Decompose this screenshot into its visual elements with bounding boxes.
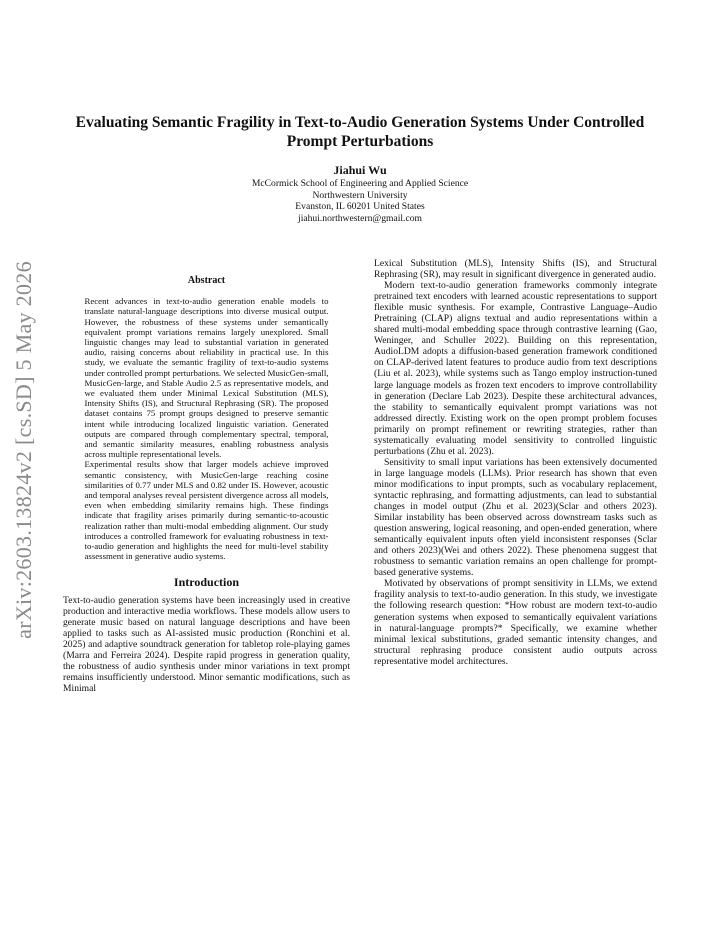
abstract-heading: Abstract — [187, 275, 226, 286]
arxiv-stamp — [2, 255, 46, 645]
abstract — [85, 276, 329, 561]
intro-paragraph: Sensitivity to small input variations has been extensively documented in large language models (LLMs). Prior research has shown that even minor modifications to input prompts, such as vocabulary replacement, syntactic rephrasing, and formatting adjustments, can lead to substantial changes in model output (Zhu et al. 2023)(Sclar and others 2023). Similar instability has been observed across downstream tasks such as question answering, logical reasoning, and open-ended generation, where semantically equivalent inputs often yield inconsistent responses (Sclar and others 2023)(Wei and others 2022). These phenomena suggest that robustness to semantic variation remains an open challenge for prompt-based generative systems. — [374, 456, 657, 579]
affiliation-university: Northwestern University — [312, 189, 408, 201]
paper-title: Evaluating Semantic Fragility in Text-to-Audio Generation Systems Under Controlled Prompt Perturbations — [75, 114, 645, 150]
affiliation-school: McCormick School of Engineering and Applied Science — [251, 178, 469, 189]
author-email: jiahui.northwestern@gmail.com — [298, 212, 422, 224]
abstract-paragraph: Recent advances in text-to-audio generation enable models to translate natural-language descriptions into diverse musical output. However, the robustness of these systems under semantically equivalent prompt variations remains largely unexplored. Small linguistic changes may lead to substantial variation in generated audio, raising concerns about reliability in practical use. In this study, we evaluate the semantic fragility of text-to-audio systems under controlled prompt perturbations. We selected MusicGen-small, MusicGen-large, and Stable Audio 2.5 as representative models, and we evaluated them under Minimal Lexical Substitution (MLS), Intensity Shifts (IS), and Structural Rephrasing (SR). The proposed dataset contains 75 prompt groups designed to preserve semantic intent while introducing localized linguistic variation. Generated outputs are compared through complementary spectral, temporal, and semantic similarity measures, enabling robustness analysis across multiple representational levels. — [84, 296, 329, 460]
intro-paragraph: Text-to-audio generation systems have been increasingly used in creative production and interactive media workflows. These models allow users to generate music based on natural language descriptions and have been applied to tasks such as AI-assisted music production (Ronchini et al. 2025) and adaptive soundtrack generation for tabletop role-playing games (Marra and Ferreira 2024). Despite rapid progress in generation quality, the robustness of audio synthesis under minor variations in text prompt remains insufficiently understood. Minor semantic modifications, such as Minimal — [63, 594, 350, 694]
right-column — [374, 258, 657, 667]
intro-paragraph-continued: Lexical Substitution (MLS), Intensity Shifts (IS), and Structural Rephrasing (SR), may result in significant divergence in generated audio. — [374, 258, 657, 281]
left-column — [63, 276, 350, 694]
intro-paragraph: Modern text-to-audio generation frameworks commonly integrate pretrained text encoders with learned acoustic representations to support flexible music synthesis. For example, Contrastive Language–Audio Pretraining (CLAP) aligns textual and audio representations within a shared multi-modal embedding space through contrastive learning (Gao, Weninger, and Schuller 2022). Building on this representation, AudioLDM adopts a diffusion-based generation framework conditioned on CLAP-derived latent features to produce audio from text descriptions (Liu et al. 2023), while systems such as Tango employ instruction-tuned large language models as frozen text encoders to improve controllability in generation (Declare Lab 2023). Despite these architectural advances, the stability to semantically equivalent prompt variations was not addressed directly. Existing work on the open prompt problem focuses primarily on prompt refinement or rewriting strategies, rather than systematically evaluating model sensitivity to controlled linguistic perturbations (Zhu et al. 2023). — [374, 280, 657, 457]
intro-paragraph: Motivated by observations of prompt sensitivity in LLMs, we extend fragility analysis to text-to-audio generation. In this study, we investigate the following research question: *How robust are modern text-to-audio generation systems when exposed to semantically equivalent variations in natural-language prompts?* Specifically, we examine whether minimal lexical substitutions, graded semantic intensity changes, and structural rephrasing produce consistent audio outputs across representative model architectures. — [374, 578, 657, 667]
arxiv-stamp-text: arXiv:2603.13824v2 [cs.SD] 5 May 2026 — [11, 261, 37, 639]
abstract-paragraph: Experimental results show that larger models achieve improved semantic consistency, with MusicGen-large reaching cosine similarities of 0.77 under MLS and 0.82 under IS. However, acoustic and temporal analyses reveal persistent divergence across all models, even when embedding similarity remains high. These findings indicate that fragility arises primarily during semantic-to-acoustic realization rather than multi-modal embedding alignment. Our study introduces a controlled framework for evaluating robustness in text-to-audio generation and highlights the need for multi-level stability assessment in generative audio systems. — [84, 459, 329, 562]
introduction-heading: Introduction — [173, 575, 240, 590]
author-affiliation — [160, 178, 560, 224]
author-name: Jiahui Wu — [333, 163, 387, 177]
affiliation-address: Evanston, IL 60201 United States — [295, 201, 425, 213]
